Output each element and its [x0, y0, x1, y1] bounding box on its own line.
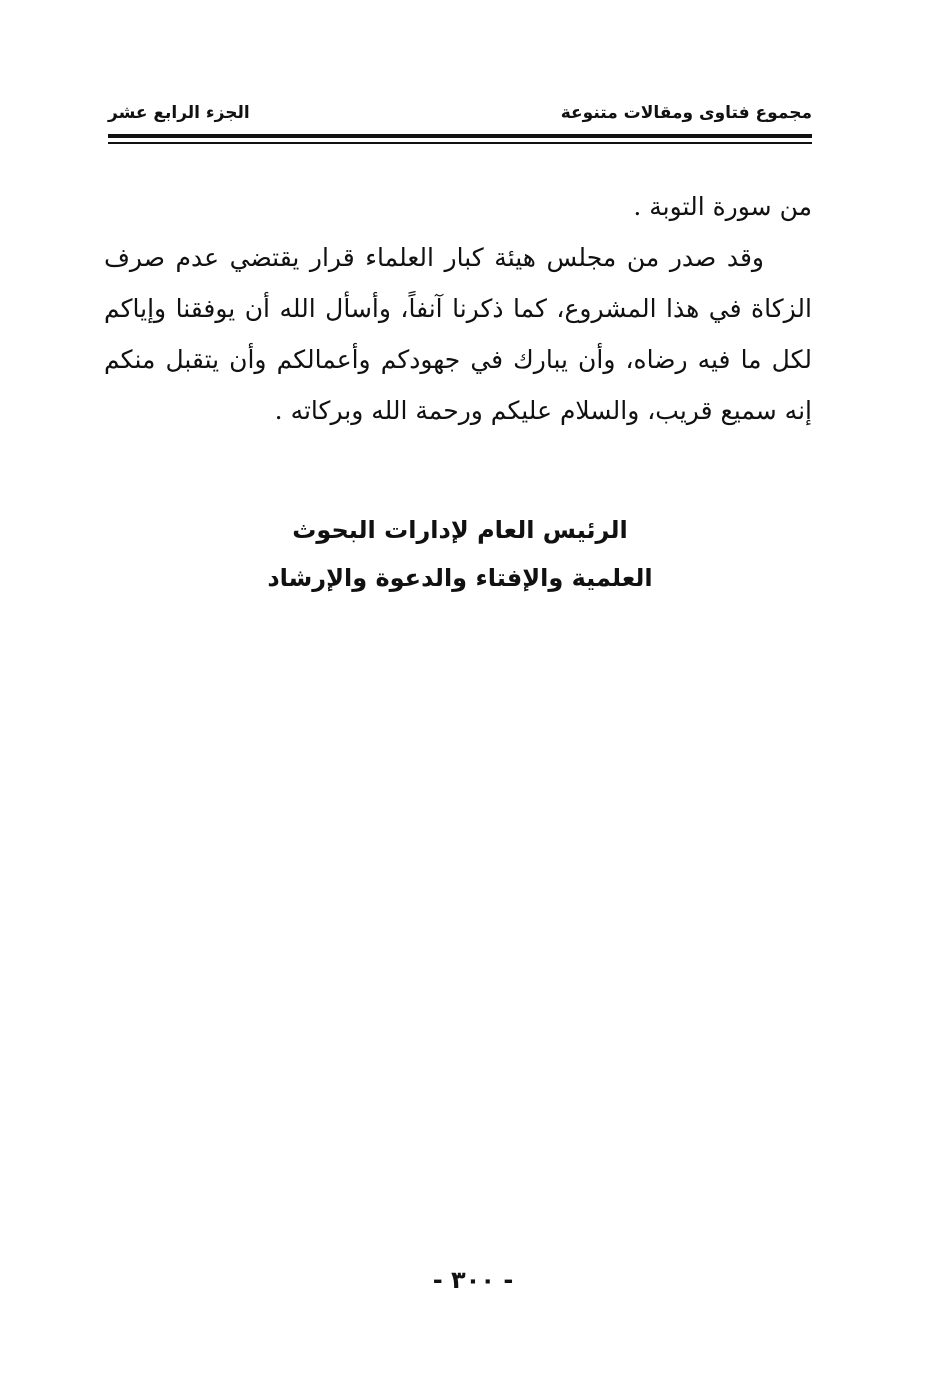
paragraph-1: من سورة التوبة .	[633, 192, 812, 221]
book-title: مجموع فتاوى ومقالات متنوعة	[560, 103, 812, 123]
volume-label: الجزء الرابع عشر	[108, 103, 250, 123]
running-header	[108, 98, 812, 128]
body-text	[104, 181, 812, 436]
signature-line-1: الرئيس العام لإدارات البحوث	[292, 516, 628, 544]
page-number: - ٣٠٠ -	[432, 1266, 514, 1294]
header-rule-thick	[108, 134, 812, 138]
signature-block	[108, 506, 812, 602]
paragraph-2: وقد صدر من مجلس هيئة كبار العلماء قرار يقتضي عدم صرف الزكاة في هذا المشروع، كما ذكرنا آنفاً، وأسأل الله أن يوفقنا وإياكم لكل ما فيه رضاه، وأن يبارك في جهودكم وأعمالكم وأن يتقبل منكم إنه سميع قريب، والسلام عليكم ورحمة الله وبركاته .	[104, 243, 812, 425]
signature-line-2: العلمية والإفتاء والدعوة والإرشاد	[267, 564, 653, 592]
header-rule-thin	[108, 142, 812, 144]
